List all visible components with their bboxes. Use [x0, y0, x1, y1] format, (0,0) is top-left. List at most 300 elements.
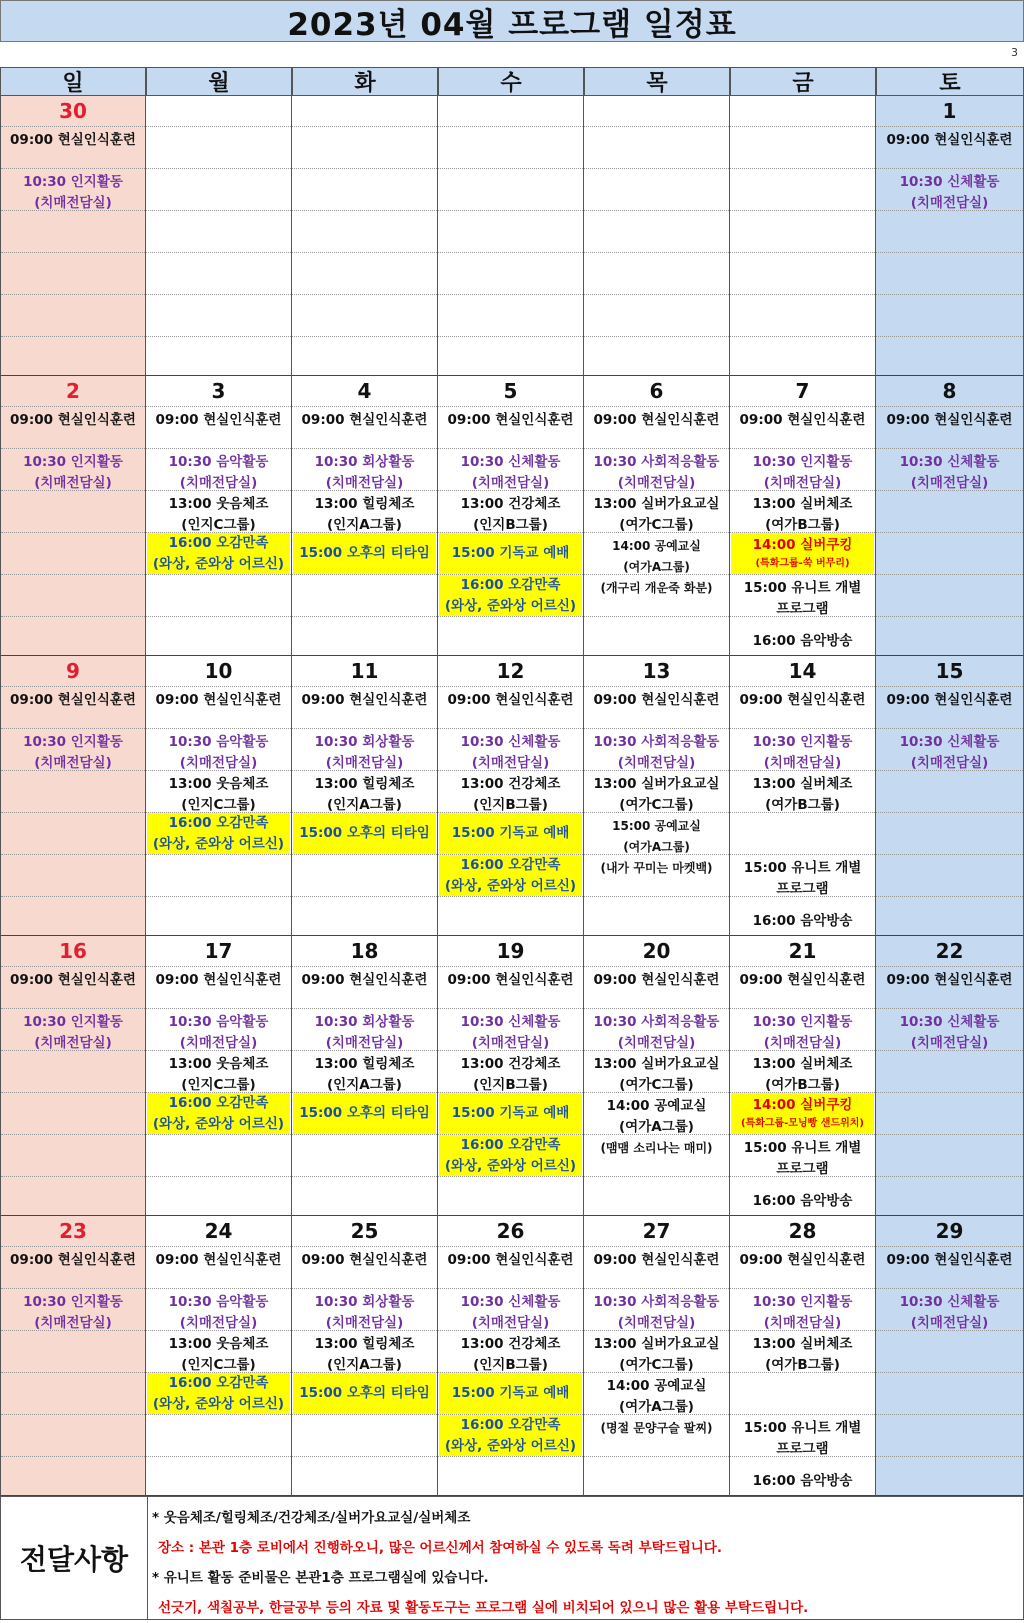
program-entry: 09:00 현실인식훈련 — [155, 692, 282, 708]
day-number: 11 — [350, 659, 379, 683]
program-entry: 15:00 유니트 개별 — [743, 860, 862, 876]
row-divider — [584, 1176, 729, 1177]
program-text: 14:00 실버쿠킹 — [752, 1097, 853, 1113]
highlighted-program — [147, 1093, 290, 1134]
program-entry: 10:30 신체활동 — [460, 454, 561, 470]
program-text: 15:00 오후의 티타임 — [299, 1105, 430, 1121]
program-text: 16:00 오감만족 — [460, 856, 561, 873]
program-entry: (인지C그룹) — [181, 517, 256, 533]
day-number: 7 — [795, 379, 810, 403]
week-row — [0, 1216, 1024, 1496]
program-entry: (치매전담실) — [179, 755, 258, 771]
program-entry: 10:30 신체활동 — [899, 1014, 1000, 1030]
program-text: 16:00 오감만족 — [168, 1094, 269, 1111]
row-divider — [146, 896, 291, 897]
program-entry: 09:00 현실인식훈련 — [739, 972, 866, 988]
row-divider — [438, 252, 583, 253]
row-divider — [146, 1246, 291, 1247]
program-entry: 10:30 인지활동 — [23, 1014, 123, 1030]
day-number: 27 — [642, 1219, 671, 1243]
row-divider — [876, 126, 1023, 127]
row-divider — [584, 896, 729, 897]
row-divider — [292, 1456, 437, 1457]
program-text: 16:00 오감만족 — [168, 814, 269, 831]
program-entry: 13:00 실버체조 — [752, 776, 853, 792]
row-divider — [1, 1372, 145, 1373]
highlighted-program — [293, 813, 436, 854]
row-divider — [438, 1288, 583, 1289]
program-text: 15:00 오후의 티타임 — [299, 825, 430, 841]
program-entry: (인지A그룹) — [327, 1357, 402, 1373]
program-entry: 14:00 공예교실 — [606, 1098, 707, 1114]
program-entry: 09:00 현실인식훈련 — [10, 1252, 136, 1268]
program-entry: 13:00 실버가요교실 — [593, 776, 720, 792]
highlighted-program — [147, 1373, 290, 1414]
row-divider — [584, 168, 729, 169]
program-text: (와상, 준와상 어르신) — [152, 1395, 285, 1412]
program-entry: 10:30 인지활동 — [23, 734, 123, 750]
day-cell — [876, 1216, 1024, 1496]
row-divider — [292, 294, 437, 295]
program-entry: (인지A그룹) — [327, 797, 402, 813]
weekday-header: 화 — [292, 67, 438, 96]
program-entry: 10:30 회상활동 — [314, 1014, 415, 1030]
program-entry: (치매전담실) — [471, 1315, 550, 1331]
day-cell — [730, 96, 876, 376]
program-entry: (치매전담실) — [325, 475, 404, 491]
row-divider — [876, 252, 1023, 253]
program-entry: 13:00 실버가요교실 — [593, 496, 720, 512]
row-divider — [146, 126, 291, 127]
program-entry: 10:30 사회적응활동 — [593, 1014, 720, 1030]
program-entry: (치매전담실) — [763, 1035, 842, 1051]
row-divider — [292, 896, 437, 897]
program-entry: 09:00 현실인식훈련 — [10, 412, 136, 428]
row-divider — [146, 1288, 291, 1289]
program-entry: (치매전담실) — [179, 1315, 258, 1331]
row-divider — [876, 1008, 1023, 1009]
row-divider — [730, 1246, 875, 1247]
row-divider — [438, 336, 583, 337]
program-text: 16:00 오감만족 — [460, 1136, 561, 1153]
row-divider — [292, 1288, 437, 1289]
program-entry: 10:30 인지활동 — [23, 454, 123, 470]
program-entry: (치매전담실) — [617, 755, 696, 771]
program-text: 15:00 오후의 티타임 — [299, 1385, 430, 1401]
program-text: 15:00 기독교 예배 — [451, 1385, 570, 1401]
program-entry: 09:00 현실인식훈련 — [593, 412, 720, 428]
row-divider — [730, 1008, 875, 1009]
row-divider — [584, 616, 729, 617]
row-divider — [1, 294, 145, 295]
row-divider — [876, 812, 1023, 813]
notice-line: 선긋기, 색칠공부, 한글공부 등의 자료 및 활동도구는 프로그램 실에 비치되어 있으니 많은 활용 부탁드립니다. — [158, 1600, 809, 1616]
program-entry: 09:00 현실인식훈련 — [10, 692, 136, 708]
program-entry: 10:30 신체활동 — [899, 454, 1000, 470]
program-entry: 09:00 현실인식훈련 — [886, 132, 1013, 148]
weekday-header: 토 — [876, 67, 1024, 96]
program-text: (와상, 준와상 어르신) — [444, 597, 577, 614]
day-number: 6 — [649, 379, 664, 403]
row-divider — [584, 1246, 729, 1247]
row-divider — [292, 126, 437, 127]
week-row — [0, 376, 1024, 656]
row-divider — [584, 1288, 729, 1289]
program-entry: 14:00 공예교실 — [606, 1378, 707, 1394]
day-number: 18 — [350, 939, 379, 963]
program-text: (와상, 준와상 어르신) — [152, 555, 285, 572]
program-entry: 13:00 건강체조 — [460, 496, 561, 512]
program-entry: (치매전담실) — [34, 195, 112, 211]
day-cell — [146, 936, 292, 1216]
day-cell — [146, 1216, 292, 1496]
program-entry: (치매전담실) — [617, 475, 696, 491]
row-divider — [146, 728, 291, 729]
day-cell — [730, 656, 876, 936]
row-divider — [1, 1092, 145, 1093]
program-entry: 10:30 음악활동 — [168, 1294, 269, 1310]
day-cell — [146, 376, 292, 656]
program-entry: 13:00 웃음체조 — [168, 1056, 269, 1072]
weekday-header: 금 — [730, 67, 876, 96]
program-entry: (치매전담실) — [763, 475, 842, 491]
program-entry: 09:00 현실인식훈련 — [739, 692, 866, 708]
program-entry: 10:30 인지활동 — [23, 174, 123, 190]
row-divider — [1, 252, 145, 253]
program-entry: (인지B그룹) — [473, 1077, 548, 1093]
program-entry: 13:00 웃음체조 — [168, 776, 269, 792]
program-entry: 09:00 현실인식훈련 — [301, 972, 428, 988]
program-entry: 09:00 현실인식훈련 — [447, 972, 574, 988]
row-divider — [292, 686, 437, 687]
program-text: 15:00 기독교 예배 — [451, 1105, 570, 1121]
program-entry: 13:00 건강체조 — [460, 1336, 561, 1352]
program-entry: (치매전담실) — [179, 1035, 258, 1051]
row-divider — [876, 574, 1023, 575]
program-entry: 13:00 실버체조 — [752, 1056, 853, 1072]
day-number: 4 — [357, 379, 372, 403]
program-entry: 09:00 현실인식훈련 — [886, 1252, 1013, 1268]
notice-body — [148, 1497, 1023, 1619]
day-number: 3 — [211, 379, 226, 403]
program-entry: (여가A그룹) — [619, 1119, 694, 1135]
highlighted-program — [439, 1135, 582, 1176]
program-entry: 13:00 실버체조 — [752, 1336, 853, 1352]
program-entry: 09:00 현실인식훈련 — [739, 412, 866, 428]
day-cell — [0, 656, 146, 936]
row-divider — [292, 966, 437, 967]
program-entry: 09:00 현실인식훈련 — [301, 1252, 428, 1268]
program-text: (와상, 준와상 어르신) — [444, 1157, 577, 1174]
program-entry: 13:00 실버가요교실 — [593, 1056, 720, 1072]
program-entry: 16:00 음악방송 — [752, 1472, 853, 1489]
program-entry: (치매전담실) — [471, 1035, 550, 1051]
notice-section — [0, 1496, 1024, 1620]
day-cell — [292, 656, 438, 936]
highlighted-program — [147, 813, 290, 854]
row-divider — [438, 686, 583, 687]
row-divider — [730, 448, 875, 449]
row-divider — [876, 966, 1023, 967]
row-divider — [292, 1414, 437, 1415]
program-entry: 10:30 신체활동 — [899, 1294, 1000, 1310]
row-divider — [876, 1372, 1023, 1373]
program-entry: (여가C그룹) — [619, 1357, 694, 1373]
row-divider — [438, 966, 583, 967]
row-divider — [146, 686, 291, 687]
day-cell — [0, 936, 146, 1216]
row-divider — [584, 1456, 729, 1457]
program-entry: 13:00 실버체조 — [752, 496, 853, 512]
highlighted-program — [731, 533, 874, 574]
day-number: 26 — [496, 1219, 525, 1243]
row-divider — [876, 532, 1023, 533]
row-divider — [730, 1134, 875, 1135]
program-entry: 13:00 힐링체조 — [314, 776, 415, 792]
program-entry: 10:30 음악활동 — [168, 734, 269, 750]
day-number: 17 — [204, 939, 233, 963]
program-entry: (명절 문양구슬 팔찌) — [600, 1421, 713, 1435]
program-entry: (치매전담실) — [34, 755, 112, 771]
program-entry: 10:30 회상활동 — [314, 734, 415, 750]
row-divider — [584, 1008, 729, 1009]
day-number: 21 — [788, 939, 817, 963]
program-entry: 10:30 신체활동 — [899, 734, 1000, 750]
program-entry: 10:30 사회적응활동 — [593, 1294, 720, 1310]
row-divider — [876, 406, 1023, 407]
program-entry: 09:00 현실인식훈련 — [155, 412, 282, 428]
program-entry: 프로그램 — [776, 601, 829, 617]
program-entry: (여가C그룹) — [619, 797, 694, 813]
program-entry: (인지A그룹) — [327, 1077, 402, 1093]
notice-line: * 유니트 활동 준비물은 본관1층 프로그램실에 있습니다. — [152, 1570, 489, 1586]
program-entry: (치매전담실) — [179, 475, 258, 491]
program-entry: (치매전담실) — [910, 1315, 989, 1331]
program-entry: (여가B그룹) — [765, 517, 840, 533]
program-entry: (여가C그룹) — [619, 1077, 694, 1093]
program-text: (와상, 준와상 어르신) — [152, 1115, 285, 1132]
row-divider — [146, 1008, 291, 1009]
program-entry: (여가A그룹) — [619, 1399, 694, 1415]
day-number: 1 — [942, 99, 957, 123]
row-divider — [1, 532, 145, 533]
day-cell — [292, 936, 438, 1216]
row-divider — [1, 126, 145, 127]
day-cell — [584, 936, 730, 1216]
row-divider — [438, 210, 583, 211]
row-divider — [730, 252, 875, 253]
row-divider — [1, 1008, 145, 1009]
row-divider — [438, 1246, 583, 1247]
program-text: 16:00 오감만족 — [460, 1416, 561, 1433]
row-divider — [876, 1246, 1023, 1247]
program-entry: 09:00 현실인식훈련 — [886, 972, 1013, 988]
weekday-header-row — [0, 67, 1024, 96]
program-entry: 14:00 공예교실 — [612, 539, 701, 553]
row-divider — [292, 854, 437, 855]
program-entry: (개구리 개운죽 화분) — [600, 581, 713, 595]
program-entry: (치매전담실) — [910, 755, 989, 771]
row-divider — [876, 728, 1023, 729]
program-entry: 13:00 웃음체조 — [168, 1336, 269, 1352]
program-entry: 15:00 유니트 개별 — [743, 580, 862, 596]
program-entry: (치매전담실) — [325, 1315, 404, 1331]
row-divider — [876, 448, 1023, 449]
row-divider — [876, 1288, 1023, 1289]
row-divider — [730, 406, 875, 407]
row-divider — [292, 1246, 437, 1247]
row-divider — [292, 252, 437, 253]
row-divider — [1, 896, 145, 897]
row-divider — [730, 1414, 875, 1415]
program-entry: 09:00 현실인식훈련 — [155, 1252, 282, 1268]
row-divider — [146, 210, 291, 211]
row-divider — [292, 210, 437, 211]
row-divider — [730, 168, 875, 169]
program-entry: 10:30 인지활동 — [752, 1294, 853, 1310]
program-text: (와상, 준와상 어르신) — [152, 835, 285, 852]
program-entry: (여가B그룹) — [765, 797, 840, 813]
row-divider — [730, 966, 875, 967]
row-divider — [438, 406, 583, 407]
day-cell — [438, 656, 584, 936]
week-row — [0, 96, 1024, 376]
row-divider — [146, 448, 291, 449]
day-number: 15 — [935, 659, 964, 683]
program-entry: 09:00 현실인식훈련 — [886, 412, 1013, 428]
row-divider — [876, 1176, 1023, 1177]
row-divider — [1, 812, 145, 813]
row-divider — [1, 1246, 145, 1247]
highlighted-program — [439, 1415, 582, 1456]
weekday-header: 수 — [438, 67, 584, 96]
row-divider — [1, 406, 145, 407]
program-entry: 10:30 신체활동 — [460, 1014, 561, 1030]
highlighted-program — [147, 533, 290, 574]
row-divider — [1, 1288, 145, 1289]
row-divider — [292, 1134, 437, 1135]
program-entry: 10:30 음악활동 — [168, 1014, 269, 1030]
program-entry: (치매전담실) — [910, 475, 989, 491]
row-divider — [1, 574, 145, 575]
row-divider — [584, 252, 729, 253]
day-number: 9 — [66, 659, 80, 683]
program-text: 16:00 오감만족 — [168, 534, 269, 551]
row-divider — [730, 574, 875, 575]
day-number: 25 — [350, 1219, 379, 1243]
day-cell — [584, 1216, 730, 1496]
day-cell — [876, 96, 1024, 376]
program-entry: 프로그램 — [776, 1441, 829, 1457]
program-entry: 13:00 힐링체조 — [314, 1056, 415, 1072]
row-divider — [146, 252, 291, 253]
row-divider — [146, 1456, 291, 1457]
row-divider — [1, 1176, 145, 1177]
day-number: 2 — [66, 379, 80, 403]
day-number: 10 — [204, 659, 233, 683]
program-text: (와상, 준와상 어르신) — [444, 1437, 577, 1454]
row-divider — [1, 1414, 145, 1415]
row-divider — [876, 168, 1023, 169]
program-entry: 10:30 신체활동 — [460, 734, 561, 750]
day-number: 23 — [59, 1219, 87, 1243]
day-cell — [438, 936, 584, 1216]
row-divider — [584, 210, 729, 211]
row-divider — [876, 1092, 1023, 1093]
day-cell — [0, 96, 146, 376]
program-text: (특화그룹-모닝빵 샌드위치) — [740, 1118, 865, 1129]
row-divider — [584, 966, 729, 967]
program-entry: 09:00 현실인식훈련 — [301, 692, 428, 708]
program-entry: (여가B그룹) — [765, 1357, 840, 1373]
program-entry: (치매전담실) — [325, 755, 404, 771]
row-divider — [876, 896, 1023, 897]
row-divider — [146, 168, 291, 169]
row-divider — [1, 168, 145, 169]
program-text: (와상, 준와상 어르신) — [444, 877, 577, 894]
program-entry: 09:00 현실인식훈련 — [447, 412, 574, 428]
program-entry: (인지B그룹) — [473, 517, 548, 533]
program-entry: (인지B그룹) — [473, 1357, 548, 1373]
day-number: 20 — [642, 939, 671, 963]
row-divider — [1, 336, 145, 337]
highlighted-program — [439, 855, 582, 896]
day-cell — [584, 96, 730, 376]
row-divider — [584, 406, 729, 407]
day-cell — [876, 936, 1024, 1216]
program-entry: 15:00 공예교실 — [612, 819, 701, 833]
program-entry: (여가A그룹) — [623, 560, 690, 574]
program-text: 15:00 기독교 예배 — [451, 825, 570, 841]
row-divider — [292, 1176, 437, 1177]
program-entry: (인지C그룹) — [181, 1357, 256, 1373]
row-divider — [1, 854, 145, 855]
program-entry: 10:30 회상활동 — [314, 454, 415, 470]
program-entry: 16:00 음악방송 — [752, 1192, 853, 1209]
program-entry: 09:00 현실인식훈련 — [447, 1252, 574, 1268]
program-entry: 09:00 현실인식훈련 — [10, 972, 136, 988]
program-entry: 10:30 인지활동 — [752, 1014, 853, 1030]
program-entry: (인지B그룹) — [473, 797, 548, 813]
program-entry: 10:30 신체활동 — [460, 1294, 561, 1310]
program-entry: 10:30 사회적응활동 — [593, 454, 720, 470]
program-entry: 15:00 유니트 개별 — [743, 1140, 862, 1156]
day-cell — [730, 376, 876, 656]
highlighted-program — [439, 533, 582, 574]
program-text: 16:00 오감만족 — [168, 1374, 269, 1391]
calendar-grid — [0, 96, 1024, 1496]
program-entry: (치매전담실) — [471, 475, 550, 491]
row-divider — [146, 336, 291, 337]
day-cell — [730, 936, 876, 1216]
program-entry: 프로그램 — [776, 1161, 829, 1177]
program-entry: 09:00 현실인식훈련 — [886, 692, 1013, 708]
day-number: 13 — [642, 659, 671, 683]
program-entry: (인지C그룹) — [181, 797, 256, 813]
program-entry: 09:00 현실인식훈련 — [593, 1252, 720, 1268]
program-entry: (내가 꾸미는 마켓백) — [600, 861, 713, 875]
notice-line: 장소 : 본관 1층 로비에서 진행하오니, 많은 어르신께서 참여하실 수 있도록 독려 부탁드립니다. — [158, 1540, 722, 1556]
day-number: 8 — [942, 379, 957, 403]
row-divider — [292, 728, 437, 729]
row-divider — [730, 294, 875, 295]
program-entry: 09:00 현실인식훈련 — [593, 972, 720, 988]
program-entry: (치매전담실) — [471, 755, 550, 771]
day-cell — [292, 376, 438, 656]
program-entry: 13:00 힐링체조 — [314, 1336, 415, 1352]
row-divider — [584, 686, 729, 687]
row-divider — [438, 1008, 583, 1009]
